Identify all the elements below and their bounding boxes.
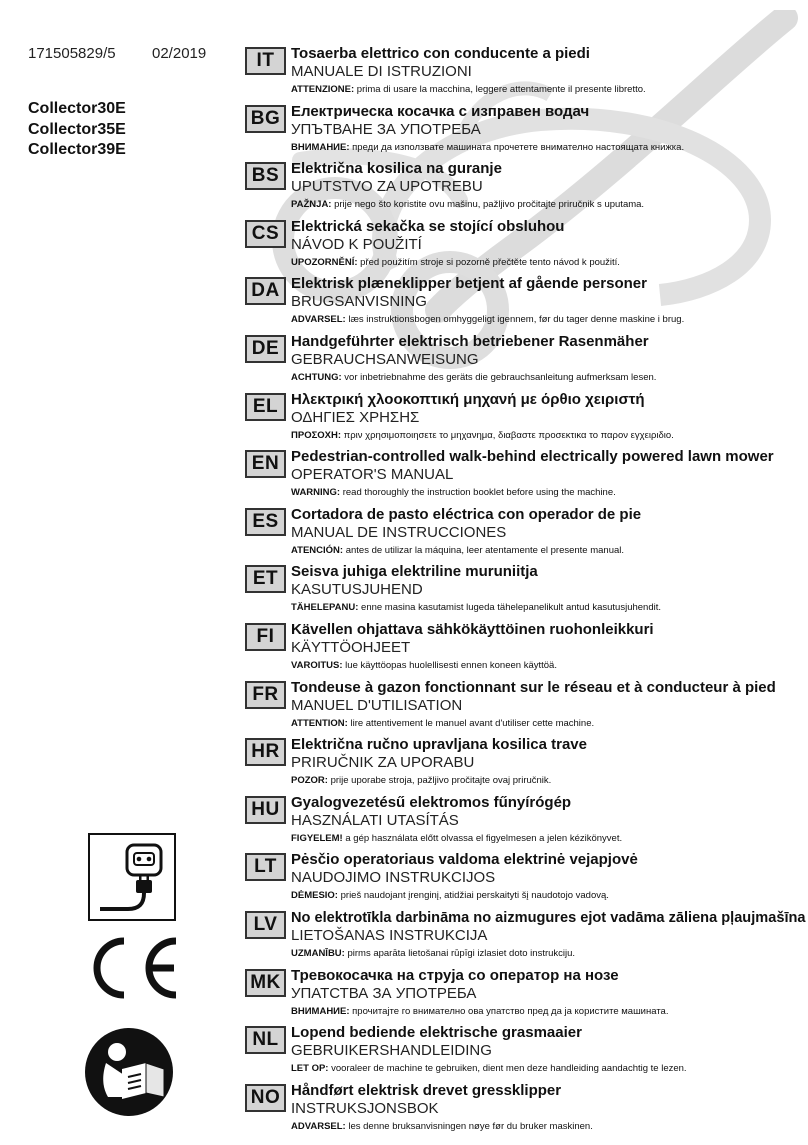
warning-text: UZMANĪBU: pirms aparāta lietošanai rūpīgi izlasiet doto instrukciju.: [291, 947, 576, 959]
language-block-lv: [243, 910, 805, 968]
model-name: Collector35E: [28, 120, 126, 138]
product-title: Seisva juhiga elektriline muruniitja: [291, 563, 538, 581]
warning-text: ATTENZIONE: prima di usare la macchina, leggere attentamente il presente libretto.: [291, 84, 646, 95]
language-code: MK: [245, 969, 286, 997]
language-code: BG: [245, 105, 286, 133]
language-code: LV: [245, 911, 286, 939]
product-title: Електрическа косачка с изправен водач: [291, 102, 590, 120]
warning-text: LET OP: vooraleer de machine te gebruiken, dient men deze handleiding aandachtig te lezen.: [291, 1063, 687, 1075]
product-title: Håndført elektrisk drevet gressklipper: [291, 1081, 562, 1099]
manual-title: NAUDOJIMO INSTRUKCIJOS: [291, 869, 496, 887]
document-date: 02/2019: [152, 45, 207, 62]
warning-text: WARNING: read thoroughly the instruction booklet before using the machine.: [291, 487, 616, 499]
product-title: Pedestrian-controlled walk-behind electrically powered lawn mower: [291, 448, 774, 466]
language-code: HR: [245, 738, 286, 766]
manual-title: ΟΔΗΓΙΕΣ ΧΡΗΣΗΣ: [291, 408, 420, 426]
manual-title: УПАТСТВА ЗА УПОТРЕБА: [291, 984, 477, 1002]
language-code: DE: [245, 335, 286, 363]
warning-text: ADVARSEL: læs instruktionsbogen omhyggeligt igennem, før du tager denne maskine i brug.: [291, 314, 685, 326]
manual-title: LIETOŠANAS INSTRUKCIJA: [291, 926, 488, 944]
language-code: EN: [245, 450, 286, 478]
language-code: ES: [245, 508, 286, 536]
language-block-cs: [243, 219, 805, 277]
manual-title: PRIRUČNIK ZA UPORABU: [291, 754, 475, 772]
warning-text: VAROITUS: lue käyttöopas huolellisesti ennen koneen käyttöä.: [291, 659, 557, 671]
language-block-es: [243, 507, 805, 565]
manual-title: GEBRUIKERSHANDLEIDING: [291, 1042, 492, 1060]
product-title: Cortadora de pasto eléctrica con operador de pie: [291, 505, 642, 523]
language-block-et: [243, 564, 805, 622]
language-code: ET: [245, 565, 286, 593]
language-code: BS: [245, 162, 286, 190]
language-block-fr: [243, 680, 805, 738]
product-title: Tosaerba elettrico con conducente a piedi: [291, 45, 590, 62]
language-code: EL: [245, 393, 286, 421]
product-title: Gyalogvezetésű elektromos fűnyírógép: [291, 793, 572, 811]
warning-text: ADVARSEL: les denne bruksanvisningen nøye før du bruker maskinen.: [291, 1120, 593, 1132]
language-block-da: [243, 276, 805, 334]
manual-title: KÄYTTÖOHJEET: [291, 638, 411, 656]
language-code: CS: [245, 220, 286, 248]
language-block-mk: [243, 968, 805, 1026]
warning-text: ACHTUNG: vor inbetriebnahme des geräts die gebrauchsanleitung aufmerksam lesen.: [291, 371, 657, 383]
warning-text: POZOR: prije uporabe stroja, pažljivo pročitajte ovaj priručnik.: [291, 775, 552, 787]
manual-title: BRUGSANVISNING: [291, 293, 427, 311]
document-code: 171505829/5: [28, 45, 116, 62]
warning-text: ВНИМАНИЕ: преди да използвате машината прочетете внимателно настоящата книжка.: [291, 141, 685, 153]
product-title: Elektrisk plæneklipper betjent af gående personer: [291, 275, 647, 293]
product-title: Električna kosilica na guranje: [291, 160, 502, 178]
manual-title: GEBRAUCHSANWEISUNG: [291, 350, 479, 368]
language-code: IT: [245, 47, 286, 75]
language-code: NL: [245, 1026, 286, 1054]
warning-text: FIGYELEM! a gép használata előtt olvassa el figyelmesen a jelen kézikönyvet.: [291, 832, 623, 844]
manual-title: MANUALE DI ISTRUZIONI: [291, 63, 472, 80]
language-code: FR: [245, 681, 286, 709]
language-code: HU: [245, 796, 286, 824]
language-list: [243, 46, 805, 1140]
manual-title: NÁVOD K POUŽITÍ: [291, 235, 422, 253]
warning-text: ΠΡΟΣΟΧΗ: πριν χρησιμοποιησετε το μηχανημα, διαβαστε προσεκτικα το παρον εγχειριδιο.: [291, 429, 674, 441]
language-block-lt: [243, 852, 805, 910]
manual-title: UPUTSTVO ZA UPOTREBU: [291, 178, 483, 196]
product-title: Lopend bediende elektrische grasmaaier: [291, 1024, 582, 1042]
product-title: Elektrická sekačka se stojící obsluhou: [291, 217, 565, 235]
language-code: LT: [245, 853, 286, 881]
language-block-it: [243, 46, 805, 104]
product-title: Ηλεκτρική χλοοκοπτική μηχανή με όρθιο χειριστή: [291, 390, 645, 408]
manual-title: УПЪТВАНЕ ЗА УПОТРЕБА: [291, 120, 481, 138]
product-title: Тревокосачка на струја со оператор на нозе: [291, 966, 619, 984]
warning-text: UPOZORNĚNÍ: před použitím stroje si pozorně přečtěte tento návod k použití.: [291, 256, 620, 268]
warning-text: ВНИМАНИЕ: прочитајте го внимателно ова упатство пред да ја користите машината.: [291, 1005, 669, 1017]
language-block-de: [243, 334, 805, 392]
language-block-en: [243, 449, 805, 507]
read-manual-icon: [84, 1027, 174, 1117]
model-name: Collector30E: [28, 100, 126, 117]
language-block-no: [243, 1083, 805, 1141]
language-block-hu: [243, 795, 805, 853]
language-block-bg: [243, 104, 805, 162]
language-code: DA: [245, 277, 286, 305]
warning-text: ATTENTION: lire attentivement le manuel avant d'utiliser cette machine.: [291, 717, 595, 729]
product-title: Pėsčio operatoriaus valdoma elektrinė vejapjovė: [291, 851, 638, 869]
product-title: Tondeuse à gazon fonctionnant sur le réseau et à conducteur à pied: [291, 678, 776, 696]
warning-text: DĖMESIO: prieš naudojant įrenginį, atidžiai perskaityti šį naudotojo vadovą.: [291, 890, 609, 902]
product-title: Električna ručno upravljana kosilica trave: [291, 736, 587, 754]
ce-mark-icon: [82, 935, 182, 1001]
manual-title: INSTRUKSJONSBOK: [291, 1099, 439, 1117]
language-code: FI: [245, 623, 286, 651]
product-title: Handgeführter elektrisch betriebener Rasenmäher: [291, 332, 649, 350]
language-block-nl: [243, 1025, 805, 1083]
warning-text: TÄHELEPANU: enne masina kasutamist lugeda tähelepanelikult antud kasutusjuhendit.: [291, 602, 662, 614]
manual-title: MANUAL DE INSTRUCCIONES: [291, 523, 507, 541]
product-title: Kävellen ohjattava sähkökäyttöinen ruohonleikkuri: [291, 620, 654, 638]
manual-title: HASZNÁLATI UTASÍTÁS: [291, 811, 459, 829]
manual-title: KASUTUSJUHEND: [291, 581, 423, 599]
model-name: Collector39E: [28, 141, 126, 158]
language-block-fi: [243, 622, 805, 680]
warning-text: ATENCIÓN: antes de utilizar la máquina, leer atentamente el presente manual.: [291, 544, 625, 556]
model-list: [28, 99, 218, 161]
manual-title: MANUEL D'UTILISATION: [291, 696, 463, 714]
language-block-el: [243, 392, 805, 450]
language-code: NO: [245, 1084, 286, 1112]
language-block-bs: [243, 161, 805, 219]
language-block-hr: [243, 737, 805, 795]
manual-title: OPERATOR'S MANUAL: [291, 466, 454, 484]
warning-text: PAŽNJA: prije nego što koristite ovu mašinu, pažljivo pročitajte priručnik s uputama.: [291, 199, 645, 211]
power-plug-icon: [88, 833, 176, 921]
product-title: No elektrotīkla darbināma no aizmugures ejot vadāma zāliena pļaujmašīna: [291, 908, 806, 926]
